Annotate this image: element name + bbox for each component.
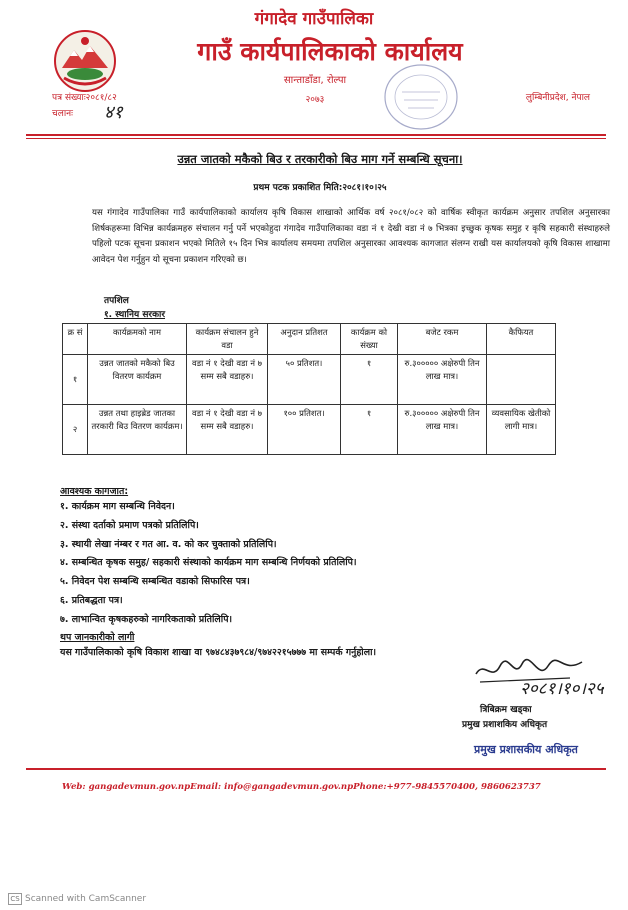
table-cell: वडा नं १ देखी वडा नं ७ सम्म सबै वडाहरु।	[187, 355, 268, 405]
col-serial: क्र सं	[63, 324, 88, 355]
notice-title: उन्नत जातको मकैको बिउ र तरकारीको बिउ माग गर्ने सम्बन्धि सूचना।	[177, 152, 463, 166]
table-header-row	[63, 324, 556, 355]
list-item: ७. लाभान्वित कृषकहरुको नागरिकताको प्रतिलिपि।	[60, 613, 233, 625]
org-address: सान्ताडाँडा, रोल्पा	[283, 75, 347, 86]
signatory-name: त्रिबिक्रम खड्का	[480, 705, 532, 715]
table-row	[63, 355, 556, 405]
documents-heading: आवश्यक कागजात:	[60, 486, 129, 497]
org-province: लुम्बिनीप्रदेश, नेपाल	[525, 93, 590, 103]
table-cell: १०० प्रतिशत।	[268, 405, 341, 455]
list-item: ५. निवेदन पेश सम्बन्धि सम्बन्धित वडाको सिफारिस पत्र।	[60, 576, 250, 588]
list-item: २. संस्था दर्ताको प्रमाण पत्रको प्रतिलिपि।	[60, 519, 199, 531]
scanner-label: Scanned with CamScanner	[25, 894, 147, 904]
government-emblem-logo	[52, 28, 118, 94]
table-cell	[487, 355, 556, 405]
col-budget: बजेट रकम	[398, 324, 487, 355]
table-cell: १	[341, 405, 398, 455]
table-cell: १	[341, 355, 398, 405]
col-remarks: कैफियत	[487, 324, 556, 355]
col-count: कार्यक्रम को संख्या	[341, 324, 398, 355]
table-cell: रु.३००००० अक्षेरुपी तिन लाख मात्र।	[398, 405, 487, 455]
signatory-title: प्रमुख प्रशाशकिय अधिकृत	[462, 720, 548, 730]
title-stamp: प्रमुख प्रशासकीय अधिकृत	[474, 743, 578, 756]
chalani-label: चलानः	[52, 109, 73, 119]
header-divider-thin	[26, 138, 606, 139]
subsection-label: १. स्थानिय सरकार	[104, 310, 166, 320]
ref-number: पत्र संख्याः२०८१/८२	[52, 93, 117, 103]
scanner-watermark	[8, 893, 146, 905]
col-subsidy: अनुदान प्रतिशत	[268, 324, 341, 355]
footer-divider	[26, 768, 606, 770]
col-ward: कार्यक्रम संचालन हुने वडा	[187, 324, 268, 355]
table-cell: ५० प्रतिशत।	[268, 355, 341, 405]
table-cell: वडा नं १ देखी वडा नं ७ सम्म सबै वडाहरु।	[187, 405, 268, 455]
program-table	[62, 323, 556, 455]
table-cell: व्यवसायिक खेतीको लागी मात्र।	[487, 405, 556, 455]
table-cell: १	[63, 355, 88, 405]
signature-date: २०८१।१०।२५	[520, 679, 604, 699]
org-established-year: २०७३	[305, 95, 325, 105]
table-row	[63, 405, 556, 455]
office-stamp	[382, 62, 460, 132]
more-info-text: यस गाउँपालिकाको कृषि विकाश शाखा वा ९७४८४३७९८४/९७४२२१५७७७ मा सम्पर्क गर्नुहोला।	[60, 647, 377, 658]
list-item: ४. सम्बन्धित कृषक समुह/ सहकारी संस्थाको कार्यक्रम माग सम्बन्धि निर्णयको प्रतिलिपि।	[60, 557, 357, 569]
section-label: तपशिल	[104, 296, 129, 306]
more-info-heading: थप जानकारीको लागी	[60, 632, 135, 643]
camscanner-logo: CS	[8, 893, 22, 905]
published-date: प्रथम पटक प्रकाशित मिति:२०८१।१०।२५	[253, 183, 387, 193]
col-program-name: कार्यक्रमको नाम	[88, 324, 187, 355]
table-cell: उन्नत तथा हाइब्रेड जातका तरकारी बिउ वितरण कार्यक्रम।	[88, 405, 187, 455]
list-item: ६. प्रतिबद्धता पत्र।	[60, 594, 123, 606]
chalani-number: ४१	[104, 102, 123, 123]
list-item: १. कार्यक्रम माग सम्बन्धि निवेदन।	[60, 501, 175, 512]
footer-contact: Web: gangadevmun.gov.npEmail: info@gangadevmun.gov.npPhone:+977-9845570400, 9860623737	[62, 782, 541, 792]
org-name-big: गाउँ कार्यपालिकाको कार्यालय	[197, 37, 463, 66]
table-cell: रु.३००००० अक्षेरुपी तिन लाख मात्र।	[398, 355, 487, 405]
notice-body: यस गंगादेव गाउँपालिका गाउँ कार्यपालिकाको कार्यालय कृषि विकास शाखाको आर्थिक वर्ष २०८१/०८२ को वार्षिक स्वीकृत कार्यक्रम अनुसार तपशिल अनुसारका शिर्षकहरूमा विभिन्न कार्यक्रमहरु संचालन गर्नु पर्ने भएकोहुदा गंगादेव गाउँपालिकाका वडा नं १ देखी वडा नं ७ भित्रका इच्छुक कृषक समुह र कृषि सहकारी संस्थाहरुले पहिलो पटक सूचना प्रकाशन भएको मितिले १५ दिन भित्र कार्यालय समयमा तपशिल अनुसारका आवश्यक कागजात संलग्न राखी यस कार्यालयको कृषि विकास शाखामा आवेदन पेश गर्नुहुन यो सूचना प्रकाशन गरिएको छ।	[92, 208, 610, 265]
table-cell: २	[63, 405, 88, 455]
org-name-small: गंगादेव गाउँपालिका	[254, 9, 374, 29]
documents-list	[60, 498, 357, 630]
header-divider	[26, 134, 606, 136]
list-item: ३. स्थायी लेखा नंम्बर र गत आ. व. को कर चुक्ताको प्रतिलिपि।	[60, 538, 277, 550]
table-cell: उन्नत जातको मकैको बिउ वितरण कार्यक्रम	[88, 355, 187, 405]
